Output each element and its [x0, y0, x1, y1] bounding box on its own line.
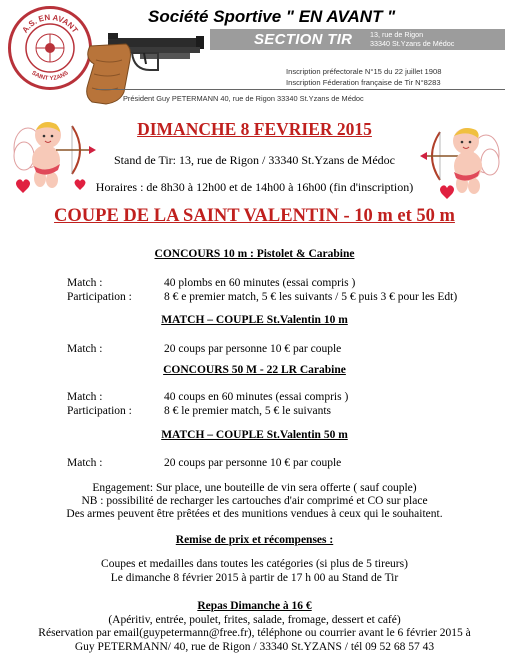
- row-label: Participation :: [67, 405, 132, 417]
- address-line-1: 13, rue de Rigon: [370, 30, 424, 39]
- row-label: Match :: [67, 391, 103, 403]
- event-date-title: DIMANCHE 8 FEVRIER 2015: [137, 119, 372, 139]
- repas-menu: (Apéritiv, entrée, poulet, frites, salade, fromage, dessert et café): [108, 614, 401, 626]
- note-line: NB : possibilité de recharger les cartouches d'air comprimé et CO sur place: [81, 495, 428, 507]
- row-value: 8 € le premier match, 5 € le suivants: [164, 405, 332, 417]
- repas-reservation: Réservation par email(guypetermann@free.fr), téléphone ou courrier avant le 6 février 2015 à: [38, 627, 471, 639]
- section-address: [370, 30, 505, 48]
- section-heading: MATCH – COUPLE St.Valentin 50 m: [161, 429, 348, 441]
- repas-contact: Guy PETERMANN/ 40, rue de Rigon / 33340 St.YZANS / tél 09 52 68 57 43: [74, 641, 435, 653]
- section-heading: MATCH – COUPLE St.Valentin 10 m: [161, 314, 348, 326]
- section-heading: CONCOURS 10 m : Pistolet & Carabine: [154, 248, 355, 260]
- coupe-title: COUPE DE LA SAINT VALENTIN - 10 m et 50 m: [54, 206, 455, 226]
- repas-heading: Repas Dimanche à 16 €: [197, 600, 312, 612]
- row-value: 40 coups en 60 minutes (essai compris ): [164, 391, 349, 403]
- section-heading: CONCOURS 50 M - 22 LR Carabine: [163, 364, 346, 376]
- remise-line: Le dimanche 8 février 2015 à partir de 17 h 00 au Stand de Tir: [110, 572, 399, 584]
- row-label: Match :: [67, 277, 103, 289]
- header-divider: [96, 89, 505, 90]
- row-value: 20 coups par personne 10 € par couple: [164, 457, 342, 469]
- stand-address: Stand de Tir: 13, rue de Rigon / 33340 St.Yzans de Médoc: [114, 153, 395, 167]
- row-label: Match :: [67, 343, 103, 355]
- arms-line: Des armes peuvent être prêtées et des munitions vendues à ceux qui le souhaitent.: [66, 508, 443, 520]
- remise-heading: Remise de prix et récompenses :: [175, 534, 334, 546]
- row-value: 40 plombs en 60 minutes (essai compris ): [164, 277, 356, 289]
- row-value: 20 coups par personne 10 € par couple: [164, 343, 342, 355]
- inscription-prefectorale: Inscription préfectorale N°15 du 22 juillet 1908: [286, 67, 442, 76]
- section-title: SECTION TIR: [254, 31, 353, 48]
- engagement-line: Engagement: Sur place, une bouteille de vin sera offerte ( sauf couple): [92, 482, 417, 494]
- row-value: 8 € e premier match, 5 € les suivants / 5 € puis 3 € pour les Edt): [164, 291, 458, 303]
- svg-text:A.S. EN AVANT: A.S. EN AVANT: [20, 12, 80, 35]
- address-line-2: 33340 St.Yzans de Médoc: [370, 39, 455, 48]
- opening-hours: Horaires : de 8h30 à 12h00 et de 14h00 à 16h00 (fin d'inscription): [95, 180, 414, 194]
- org-title: Société Sportive " EN AVANT ": [148, 7, 396, 26]
- svg-text:SAINT YZANS: SAINT YZANS: [30, 70, 70, 83]
- row-label: Match :: [67, 457, 103, 469]
- remise-line: Coupes et medailles dans toutes les catégories (si plus de 5 tireurs): [101, 558, 408, 570]
- inscription-federation: Inscription Féderation française de Tir N°8283: [286, 78, 441, 87]
- president-line: Président Guy PETERMANN 40, rue de Rigon 33340 St.Yzans de Médoc: [123, 94, 364, 103]
- row-label: Participation :: [67, 291, 132, 303]
